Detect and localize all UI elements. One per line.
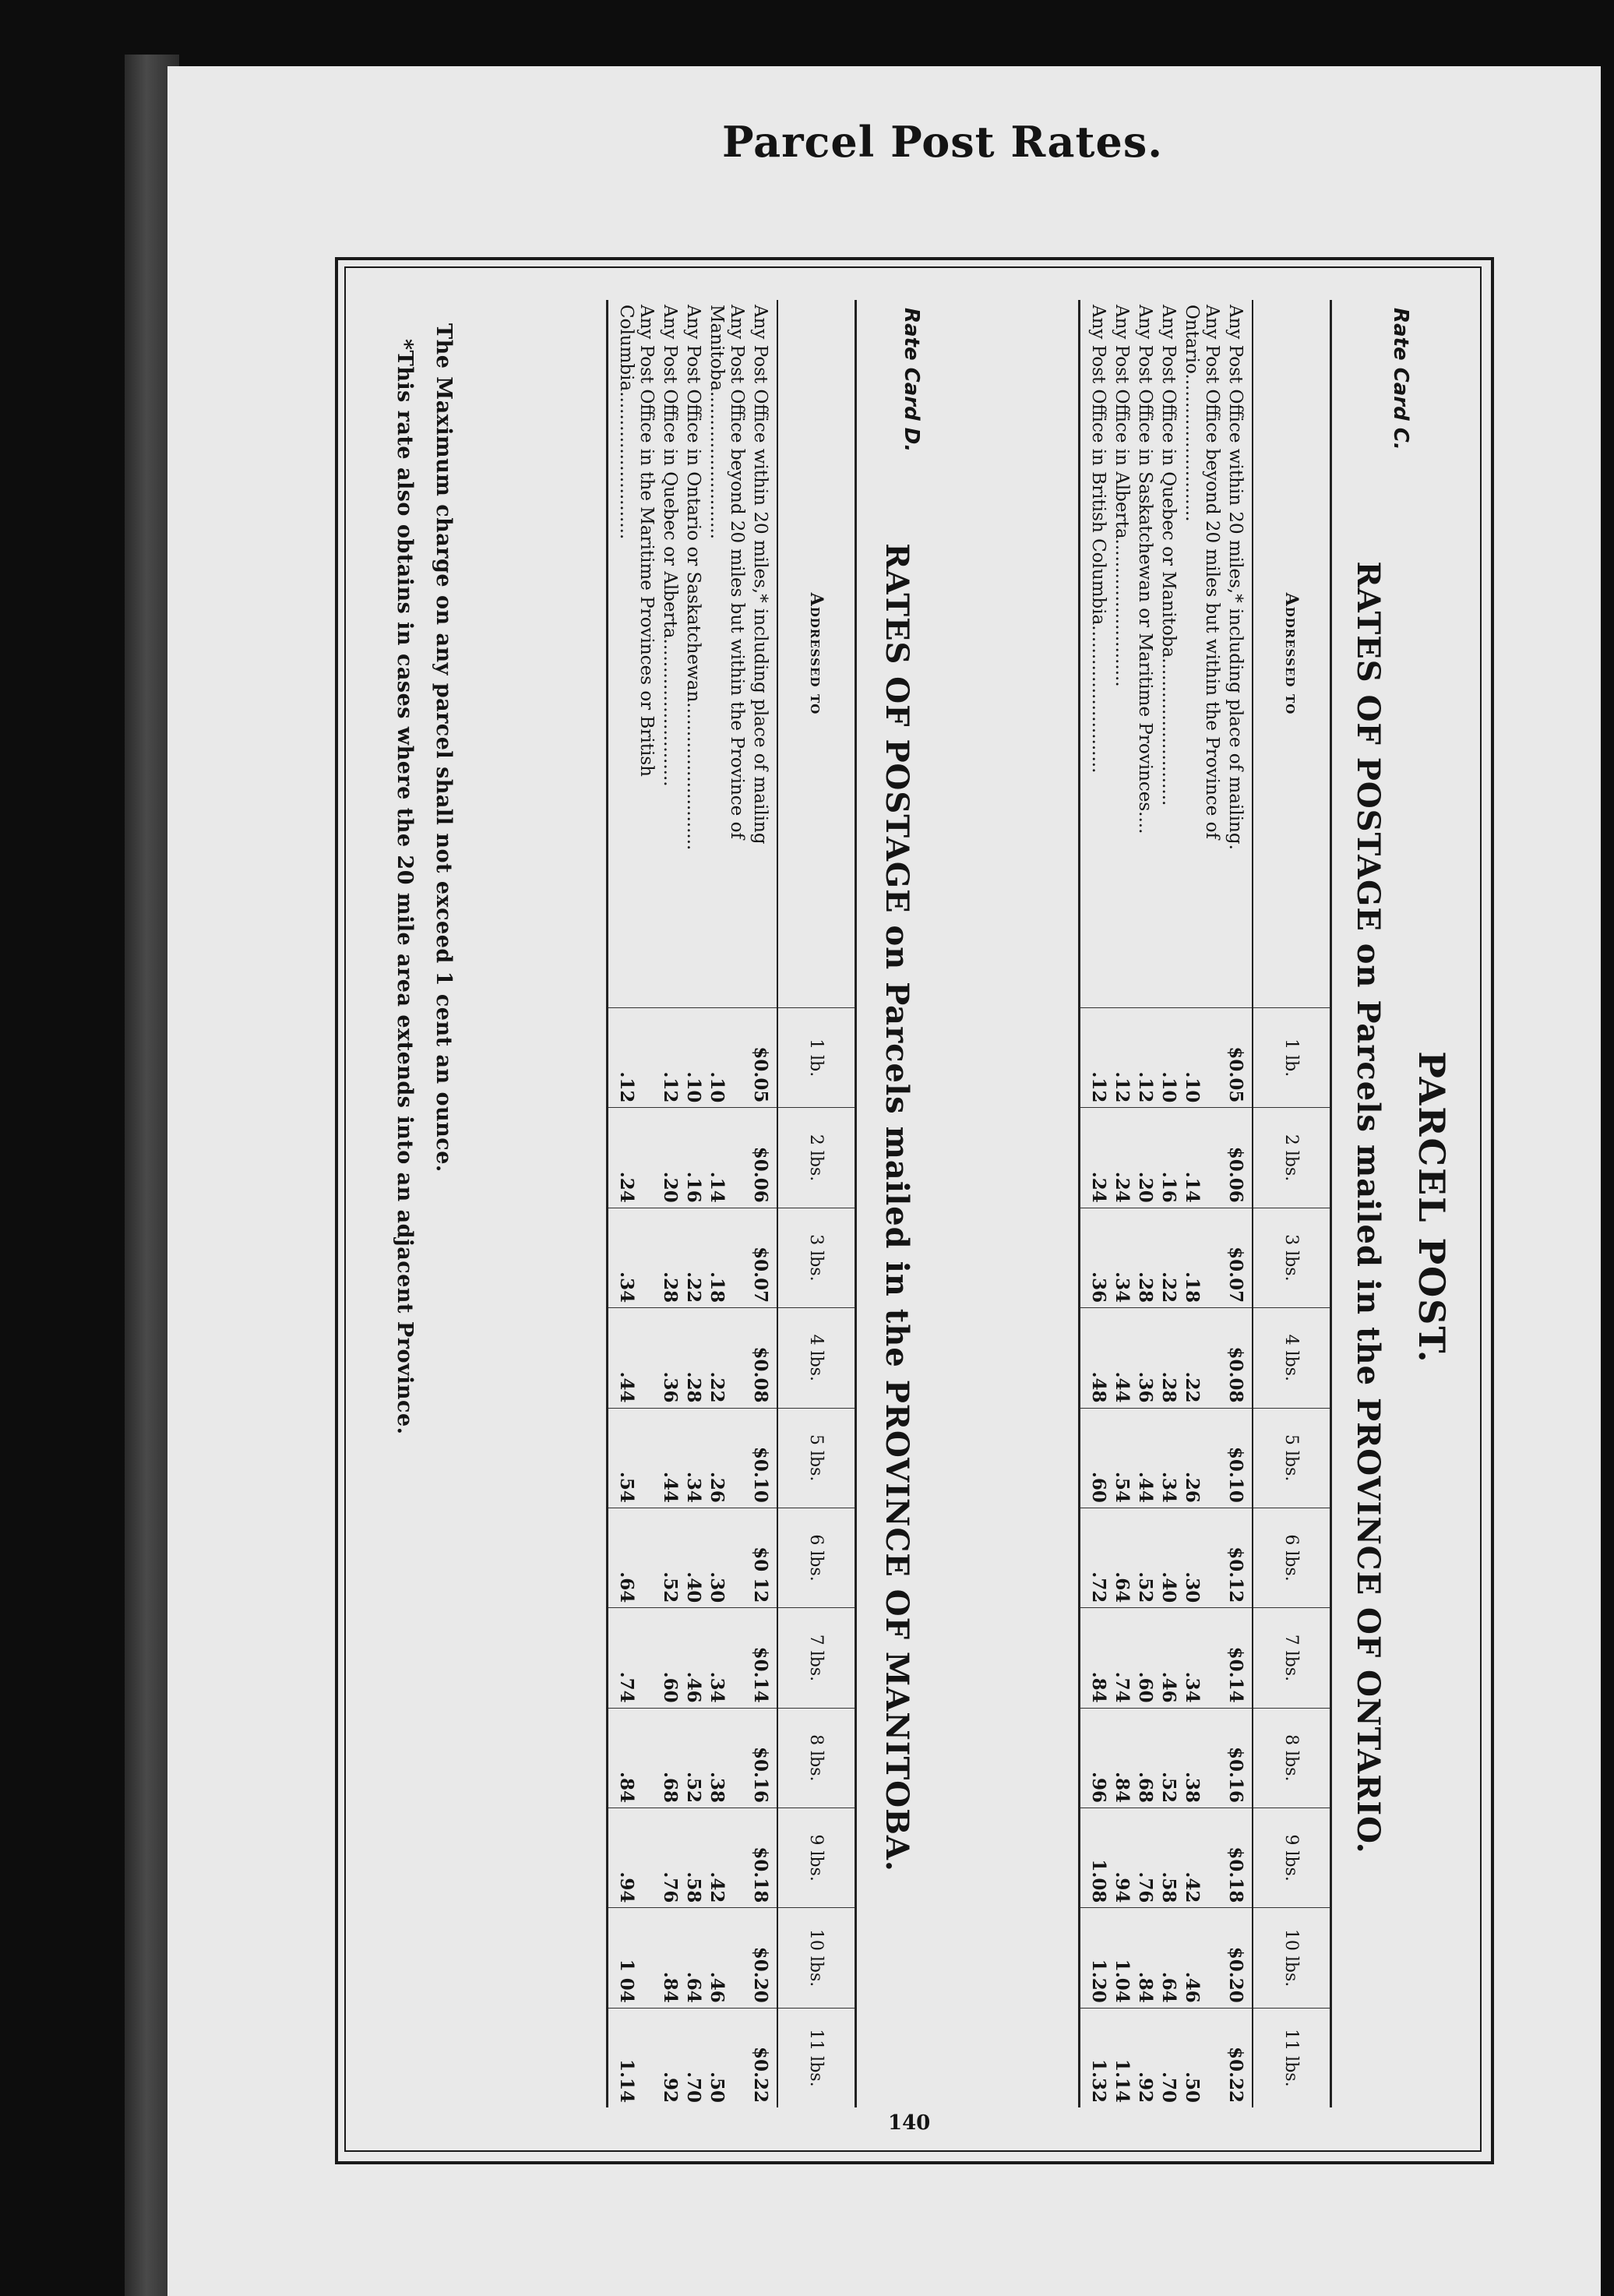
rate-cell: .36: [1133, 1308, 1157, 1408]
column-header-destination: Addressed to: [1253, 300, 1331, 1008]
card-d-header-row: [777, 300, 856, 2107]
rate-cell: .12: [1133, 1008, 1157, 1108]
rate-cell: .54: [608, 1408, 659, 1508]
rate-cell: .36: [1080, 1208, 1111, 1307]
rate-cell: 1.14: [608, 2008, 659, 2107]
column-header-destination: Addressed to: [777, 300, 856, 1008]
rate-cell: .28: [1133, 1208, 1157, 1307]
rate-cell: .52: [658, 1508, 682, 1607]
rate-cell: .28: [1157, 1308, 1180, 1408]
rate-cell: 1.20: [1080, 1908, 1111, 2008]
column-header-weight: 7 lbs.: [777, 1608, 856, 1708]
footnote-maximum: The Maximum charge on any parcel shall not exceed 1 cent an ounce.: [432, 323, 456, 1173]
rate-cell: $0.16: [1224, 1708, 1253, 1808]
rate-cell: .36: [658, 1308, 682, 1408]
rate-cell: .64: [608, 1508, 659, 1607]
footnote-asterisk: *This rate also obtains in cases where the 20 mile area extends into an adjacent Province.: [393, 339, 417, 1435]
rate-cell: .30: [1180, 1508, 1224, 1607]
rate-cell: .34: [705, 1608, 749, 1708]
rate-cell: .64: [1110, 1508, 1133, 1607]
column-header-weight: 6 lbs.: [1253, 1508, 1331, 1607]
column-header-weight: 6 lbs.: [777, 1508, 856, 1607]
table-row: [1110, 300, 1133, 2107]
rate-cell: $0.14: [1224, 1608, 1253, 1708]
rate-cell: $0.06: [749, 1108, 777, 1208]
rate-cell: .96: [1080, 1708, 1111, 1808]
rate-cell: .12: [1110, 1008, 1133, 1108]
rate-cell: .52: [682, 1708, 705, 1808]
rate-cell: .46: [682, 1608, 705, 1708]
rate-cell: .38: [1180, 1708, 1224, 1808]
card-d-subtitle: RATES OF POSTAGE on Parcels mailed in the PROVINCE OF MANITOBA.: [879, 543, 915, 1872]
rate-cell: .40: [1157, 1508, 1180, 1607]
rate-cell: .44: [608, 1308, 659, 1408]
rate-cell: .22: [705, 1308, 749, 1408]
destination-cell: Any Post Office beyond 20 miles but within the Province of Manitoba..........................: [707, 305, 747, 839]
rate-cell: .28: [658, 1208, 682, 1307]
rate-cell: .54: [1110, 1408, 1133, 1508]
rate-cell: $0.07: [1224, 1208, 1253, 1307]
rate-cell: .20: [1133, 1108, 1157, 1208]
column-header-weight: 10 lbs.: [1253, 1908, 1331, 2008]
rate-cell: .34: [1110, 1208, 1133, 1307]
rate-cell: .22: [1157, 1208, 1180, 1307]
rate-cell: .42: [705, 1808, 749, 1908]
rate-cell: $0.10: [1224, 1408, 1253, 1508]
rate-cell: .46: [1180, 1908, 1224, 2008]
card-c-heading: [1383, 300, 1453, 2115]
rate-cell: $0.06: [1224, 1108, 1253, 1208]
rate-cell: .48: [1080, 1308, 1111, 1408]
rate-cell: .18: [705, 1208, 749, 1307]
destination-cell: Any Post Office in Quebec or Manitoba..........................: [1158, 305, 1179, 806]
column-header-weight: 4 lbs.: [777, 1308, 856, 1408]
rate-cell: .44: [658, 1408, 682, 1508]
destination-cell: Any Post Office in Saskatchewan or Maritime Provinces....: [1135, 305, 1155, 834]
column-header-weight: 9 lbs.: [777, 1808, 856, 1908]
table-row: [658, 300, 682, 2107]
rate-cell: .68: [1133, 1708, 1157, 1808]
rate-cell: $0.20: [1224, 1908, 1253, 2008]
table-row: [1133, 300, 1157, 2107]
rate-cell: .46: [1157, 1608, 1180, 1708]
rate-cell: .14: [705, 1108, 749, 1208]
rate-cell: .60: [1080, 1408, 1111, 1508]
rate-cell: .34: [1157, 1408, 1180, 1508]
rate-cell: .92: [1133, 2008, 1157, 2107]
rate-cell: $0.18: [749, 1808, 777, 1908]
rate-cell: .84: [608, 1708, 659, 1808]
rate-cell: .52: [1133, 1508, 1157, 1607]
page-header: Parcel Post Rates.: [721, 117, 1164, 167]
rate-cell: .84: [658, 1908, 682, 2008]
table-row: [1157, 300, 1180, 2107]
rate-cell: $0.18: [1224, 1808, 1253, 1908]
column-header-weight: 3 lbs.: [1253, 1208, 1331, 1307]
rate-cell: .44: [1110, 1308, 1133, 1408]
rate-cell: .58: [1157, 1808, 1180, 1908]
column-header-weight: 8 lbs.: [1253, 1708, 1331, 1808]
rate-cell: .94: [1110, 1808, 1133, 1908]
rate-cell: .58: [682, 1808, 705, 1908]
destination-cell: Any Post Office within 20 miles,* including place of mailing.: [1225, 305, 1246, 850]
column-header-weight: 5 lbs.: [1253, 1408, 1331, 1508]
rotated-content: [347, 277, 1461, 2139]
table-row: [705, 300, 749, 2107]
rate-cell: 1 04: [608, 1908, 659, 2008]
rate-cell: .34: [608, 1208, 659, 1307]
rate-cell: .30: [705, 1508, 749, 1607]
rate-cell: 1.08: [1080, 1808, 1111, 1908]
rate-cell: .14: [1180, 1108, 1224, 1208]
rate-cell: .76: [658, 1808, 682, 1908]
rate-cell: .44: [1133, 1408, 1157, 1508]
rate-cell: $0 12: [749, 1508, 777, 1607]
table-row: [1080, 300, 1111, 2107]
rate-cell: .18: [1180, 1208, 1224, 1307]
rate-cell: .94: [608, 1808, 659, 1908]
column-header-weight: 11 lbs.: [777, 2008, 856, 2107]
card-c-title: PARCEL POST.: [1411, 1051, 1453, 1364]
card-c-subtitle: RATES OF POSTAGE on Parcels mailed in the PROVINCE OF ONTARIO.: [1350, 561, 1387, 1854]
table-row: [1224, 300, 1253, 2107]
rate-cell: .10: [682, 1008, 705, 1108]
column-header-weight: 9 lbs.: [1253, 1808, 1331, 1908]
rate-cell: .24: [608, 1108, 659, 1208]
destination-cell: Any Post Office in Ontario or Saskatchewan..........................: [683, 305, 703, 851]
rate-cell: .26: [705, 1408, 749, 1508]
rate-cell: .84: [1080, 1608, 1111, 1708]
rate-cell: .50: [1180, 2008, 1224, 2107]
destination-cell: Any Post Office in British Columbia..........................: [1080, 300, 1111, 1008]
rate-cell: .10: [1180, 1008, 1224, 1108]
rate-cell: $0.05: [749, 1008, 777, 1108]
rate-cell: $0.22: [749, 2008, 777, 2107]
rate-cell: .60: [1133, 1608, 1157, 1708]
rate-cell: .60: [658, 1608, 682, 1708]
page-number: 140: [888, 2111, 931, 2135]
rate-cell: .10: [1157, 1008, 1180, 1108]
rate-cell: .92: [658, 2008, 682, 2107]
rate-cell: .72: [1080, 1508, 1111, 1607]
rate-cell: .74: [1110, 1608, 1133, 1708]
rate-cell: .70: [1157, 2008, 1180, 2107]
destination-cell: Any Post Office in the Maritime Provinces or British Columbia..........................: [608, 300, 659, 1008]
column-header-weight: 8 lbs.: [777, 1708, 856, 1808]
column-header-weight: 3 lbs.: [777, 1208, 856, 1307]
rate-cell: .12: [1080, 1008, 1111, 1108]
rate-cell: .74: [608, 1608, 659, 1708]
destination-cell: Any Post Office beyond 20 miles but within the Province of Ontario..........................: [1182, 305, 1222, 839]
rate-cell: .16: [1157, 1108, 1180, 1208]
rate-cell: .70: [682, 2008, 705, 2107]
rate-cell: .42: [1180, 1808, 1224, 1908]
card-d-label: Rate Card D.: [900, 308, 923, 453]
column-header-weight: 1 lb.: [777, 1008, 856, 1108]
rate-cell: .52: [1157, 1708, 1180, 1808]
rate-cell: 1.04: [1110, 1908, 1133, 2008]
rate-cell: .12: [608, 1008, 659, 1108]
rate-cell: .20: [658, 1108, 682, 1208]
rate-cell: .64: [1157, 1908, 1180, 2008]
card-c-header-row: [1253, 300, 1331, 2107]
column-header-weight: 5 lbs.: [777, 1408, 856, 1508]
rate-cell: .12: [658, 1008, 682, 1108]
rate-cell: .76: [1133, 1808, 1157, 1908]
rate-cell: .26: [1180, 1408, 1224, 1508]
rate-cell: $0.08: [1224, 1308, 1253, 1408]
rate-cell: .38: [705, 1708, 749, 1808]
rate-cell: .24: [1110, 1108, 1133, 1208]
rate-cell: 1.32: [1080, 2008, 1111, 2107]
column-header-weight: 2 lbs.: [1253, 1108, 1331, 1208]
rate-cell: 1.14: [1110, 2008, 1133, 2107]
rate-cell: $0.12: [1224, 1508, 1253, 1607]
rate-cell: .64: [682, 1908, 705, 2008]
rate-cell: .84: [1110, 1708, 1133, 1808]
card-d-table: [606, 300, 857, 2107]
column-header-weight: 1 lb.: [1253, 1008, 1331, 1108]
rate-cell: .28: [682, 1308, 705, 1408]
rate-cell: .50: [705, 2008, 749, 2107]
rate-cell: .46: [705, 1908, 749, 2008]
rate-cell: .10: [705, 1008, 749, 1108]
rate-cell: .16: [682, 1108, 705, 1208]
table-row: [682, 300, 705, 2107]
column-header-weight: 11 lbs.: [1253, 2008, 1331, 2107]
rate-cell: .34: [682, 1408, 705, 1508]
rate-cell: $0.16: [749, 1708, 777, 1808]
destination-cell: Any Post Office in Alberta..........................: [1112, 305, 1132, 687]
rate-cell: $0.20: [749, 1908, 777, 2008]
rate-cell: .34: [1180, 1608, 1224, 1708]
card-c-label: Rate Card C.: [1389, 308, 1412, 450]
rate-cell: $0.05: [1224, 1008, 1253, 1108]
rate-cell: $0.22: [1224, 2008, 1253, 2107]
column-header-weight: 4 lbs.: [1253, 1308, 1331, 1408]
column-header-weight: 7 lbs.: [1253, 1608, 1331, 1708]
rate-cell: $0.14: [749, 1608, 777, 1708]
rate-cell: $0.10: [749, 1408, 777, 1508]
destination-cell: Any Post Office in Quebec or Alberta..........................: [660, 305, 680, 787]
rate-cell: .24: [1080, 1108, 1111, 1208]
destination-cell: Any Post Office within 20 miles,* including place of mailing: [750, 305, 770, 845]
rate-cell: .40: [682, 1508, 705, 1607]
table-row: [749, 300, 777, 2107]
rate-cell: $0.07: [749, 1208, 777, 1307]
table-row: [608, 300, 659, 2107]
column-header-weight: 10 lbs.: [777, 1908, 856, 2008]
column-header-weight: 2 lbs.: [777, 1108, 856, 1208]
table-row: [1180, 300, 1224, 2107]
rate-cell: .68: [658, 1708, 682, 1808]
rate-cell: .22: [1180, 1308, 1224, 1408]
card-c-table: [1078, 300, 1332, 2107]
rate-cell: .84: [1133, 1908, 1157, 2008]
rate-cell: .22: [682, 1208, 705, 1307]
rate-cell: $0.08: [749, 1308, 777, 1408]
